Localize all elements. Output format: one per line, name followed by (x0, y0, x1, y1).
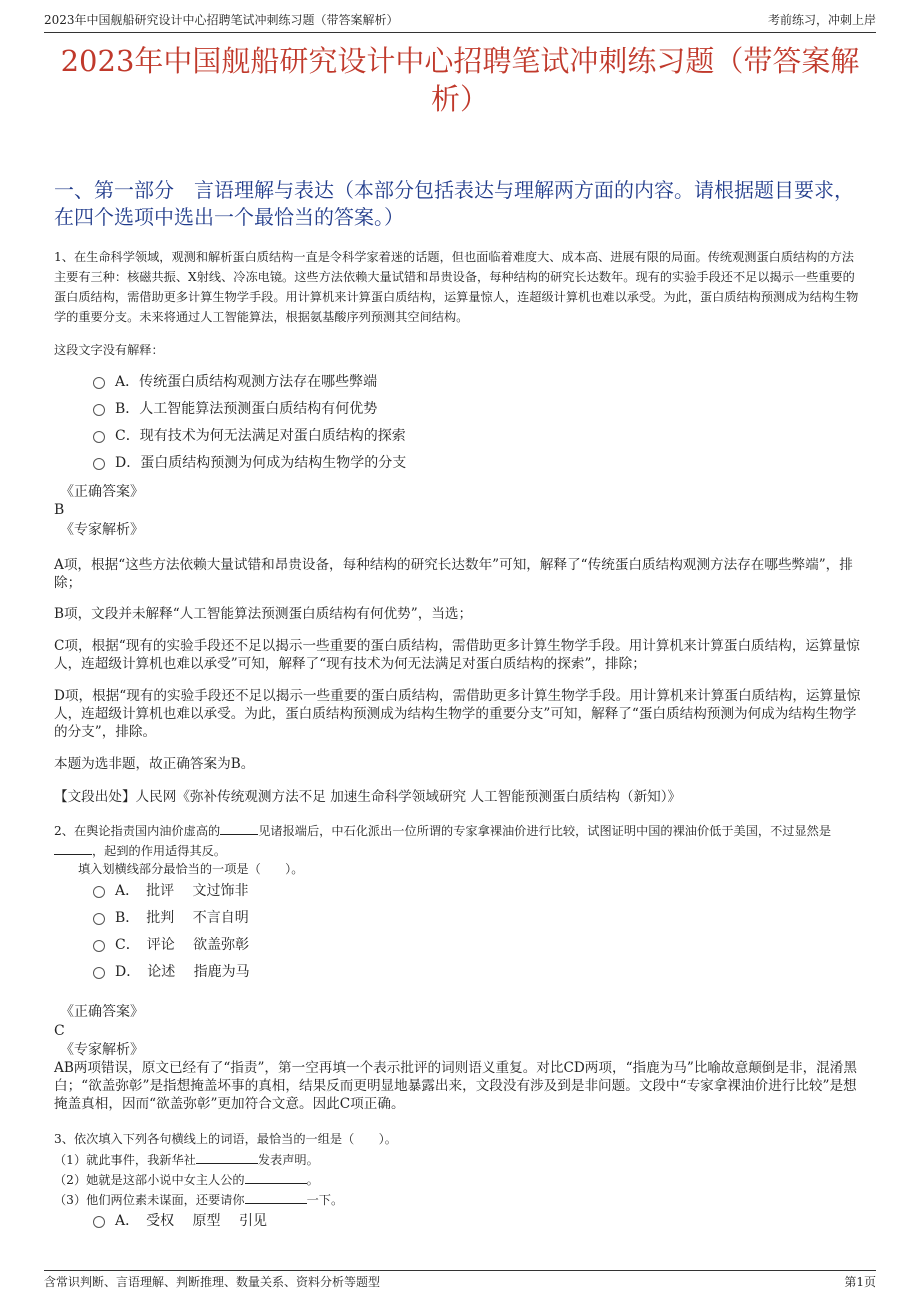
page-header (44, 10, 876, 33)
question-2-option-a[interactable]: A． 批评 文过饰非 (93, 881, 249, 901)
blank-line (196, 1152, 258, 1164)
question-1-analysis-d: D项，根据“现有的实验手段还不足以揭示一些重要的蛋白质结构，需借助更多计算生物学手段。用计算机来计算蛋白质结构，运算量惊人，连超级计算机也难以承受。为此，蛋白质结构预测成为结构生物学的重要分支”可知，解释了“蛋白质结构预测为何成为结构生物学的分支”，排除。 (54, 688, 861, 740)
question-2-option-b[interactable]: B． 批判 不言自明 (93, 908, 249, 928)
blank-line (54, 843, 92, 855)
question-2-answer: C (54, 1023, 65, 1039)
question-1-option-d[interactable]: D．蛋白质结构预测为何成为结构生物学的分支 (93, 453, 406, 473)
header-left-text: 2023年中国舰船研究设计中心招聘笔试冲刺练习题（带答案解析） (44, 13, 399, 27)
question-1-answer-label: 《正确答案》 (60, 484, 144, 500)
question-1-option-a[interactable]: A．传统蛋白质结构观测方法存在哪些弊端 (93, 372, 377, 392)
radio-icon[interactable] (93, 940, 105, 952)
question-3-sentence-3: （3）他们两位素未谋面，还要请你 一下。 (54, 1193, 344, 1207)
question-1-analysis-label: 《专家解析》 (60, 522, 144, 538)
question-2-option-d[interactable]: D． 论述 指鹿为马 (93, 962, 250, 982)
question-3-sentence-2: （2）她就是这部小说中女主人公的 。 (54, 1173, 319, 1187)
question-3-sentence-1: （1）就此事件，我新华社 发表声明。 (54, 1153, 319, 1167)
question-1-option-c[interactable]: C．现有技术为何无法满足对蛋白质结构的探索 (93, 426, 406, 446)
page-footer (44, 1270, 876, 1293)
question-1-source: 【文段出处】人民网《弥补传统观测方法不足 加速生命科学领域研究 人工智能预测蛋白质结构（新知）》 (54, 789, 682, 805)
section-heading: 一、第一部分 言语理解与表达（本部分包括表达与理解两方面的内容。请根据题目要求，在四个选项中选出一个最恰当的答案。） (54, 178, 854, 229)
question-2-answer-label: 《正确答案》 (60, 1004, 144, 1020)
page-title: 2023年中国舰船研究设计中心招聘笔试冲刺练习题（带答案解析） (60, 44, 860, 116)
radio-icon[interactable] (93, 458, 105, 470)
blank-line (245, 1172, 307, 1184)
radio-icon[interactable] (93, 404, 105, 416)
question-1-option-b[interactable]: B．人工智能算法预测蛋白质结构有何优势 (93, 399, 377, 419)
question-2-analysis-label: 《专家解析》 (60, 1042, 144, 1058)
question-2-ask: 填入划横线部分最恰当的一项是（ ）。 (78, 862, 304, 876)
radio-icon[interactable] (93, 1216, 105, 1228)
radio-icon[interactable] (93, 377, 105, 389)
blank-line (220, 823, 258, 835)
question-1-ask: 这段文字没有解释： (54, 343, 164, 357)
radio-icon[interactable] (93, 886, 105, 898)
question-3-stem: 3、依次填入下列各句横线上的词语，最恰当的一组是（ ）。 (54, 1132, 397, 1146)
page-number: 第1页 (844, 1275, 876, 1289)
question-1-conclusion: 本题为选非题，故正确答案为B。 (54, 756, 255, 772)
question-2-stem: 2、在舆论指责国内油价虚高的 见诸报端后，中石化派出一位所谓的专家拿裸油价进行比较，试图证明中国的裸油价低于美国，不过显然是，起到的作用适得其反。 (54, 824, 832, 858)
question-2-analysis: AB两项错误，原文已经有了“指责”，第一空再填一个表示批评的词则语义重复。对比CD两项，“指鹿为马”比喻故意颠倒是非，混淆黑白；“欲盖弥彰”是指想掩盖坏事的真相，结果反而更明显地暴露出来，文段没有涉及到是非问题。文段中“专家拿裸油价进行比较”是想掩盖真相，因而“欲盖弥彰”更加符合文意。因此C项正确。 (54, 1060, 857, 1112)
blank-line (245, 1192, 307, 1204)
question-1-answer: B (54, 502, 65, 518)
question-1-analysis-c: C项，根据“现有的实验手段还不足以揭示一些重要的蛋白质结构，需借助更多计算生物学手段。用计算机来计算蛋白质结构，运算量惊人，连超级计算机也难以承受”可知，解释了“现有技术为何无法满足对蛋白质结构的探索”，排除； (54, 638, 860, 672)
question-3-option-a[interactable]: A． 受权 原型 引见 (93, 1211, 267, 1231)
radio-icon[interactable] (93, 913, 105, 925)
radio-icon[interactable] (93, 431, 105, 443)
radio-icon[interactable] (93, 967, 105, 979)
question-1-analysis-b: B项，文段并未解释“人工智能算法预测蛋白质结构有何优势”，当选； (54, 606, 473, 622)
header-right-text: 考前练习，冲刺上岸 (767, 13, 876, 27)
question-1-analysis-a: A项，根据“这些方法依赖大量试错和昂贵设备，每种结构的研究长达数年”可知，解释了“传统蛋白质结构观测方法存在哪些弊端”，排除； (54, 557, 853, 591)
question-1-stem: 1、在生命科学领域，观测和解析蛋白质结构一直是令科学家着迷的话题，但也面临着难度大、成本高、进展有限的局面。传统观测蛋白质结构的方法主要有三种：核磁共振、X射线、冷冻电镜。这些方法依赖大量试错和昂贵设备，每种结构的研究长达数年。现有的实验手段还不足以揭示一些重要的蛋白质结构，需借助更多计算生物学手段。用计算机来计算蛋白质结构，运算量惊人，连超级计算机也难以承受。为此，蛋白质结构预测成为结构生物学的重要分支。未来将通过人工智能算法，根据氨基酸序列预测其空间结构。 (54, 250, 859, 324)
footer-left-text: 含常识判断、言语理解、判断推理、数量关系、资料分析等题型 (44, 1275, 381, 1289)
question-2-option-c[interactable]: C． 评论 欲盖弥彰 (93, 935, 249, 955)
